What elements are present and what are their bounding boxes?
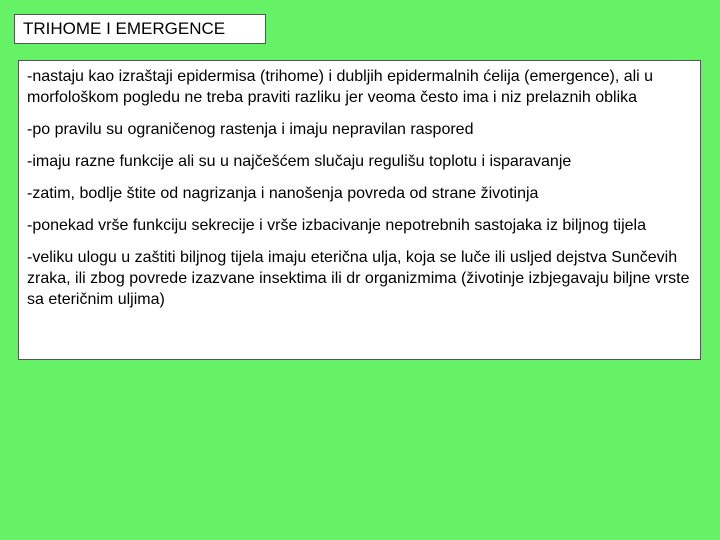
content-text-box (18, 60, 701, 360)
paragraph-essential-oils: -veliku ulogu u zaštiti biljnog tijela imaju eterična ulja, koja se luče ili usljed dejstva Sunčevih zraka, ili zbog povrede izazvane insektima ili dr organizmima (životinje izbjegavaju biljne vrste sa eteričnim uljima) (27, 249, 690, 308)
slide-title: TRIHOME I EMERGENCE (14, 14, 266, 44)
paragraph-functions: -imaju razne funkcije ali su u najčešćem slučaju regulišu toplotu i isparavanje (27, 153, 572, 170)
paragraph-thorns: -zatim, bodlje štite od nagrizanja i nanošenja povreda od strane životinja (27, 185, 539, 202)
paragraph-origin: -nastaju kao izraštaji epidermisa (trihome) i dubljih epidermalnih ćelija (emergence), ali u morfološkom pogledu ne treba praviti razliku jer veoma često ima i niz prelaznih oblika (27, 68, 654, 106)
paragraph-secretion: -ponekad vrše funkciju sekrecije i vrše izbacivanje nepotrebnih sastojaka iz biljnog tijela (27, 217, 646, 234)
paragraph-growth: -po pravilu su ograničenog rastenja i imaju nepravilan raspored (27, 121, 474, 138)
